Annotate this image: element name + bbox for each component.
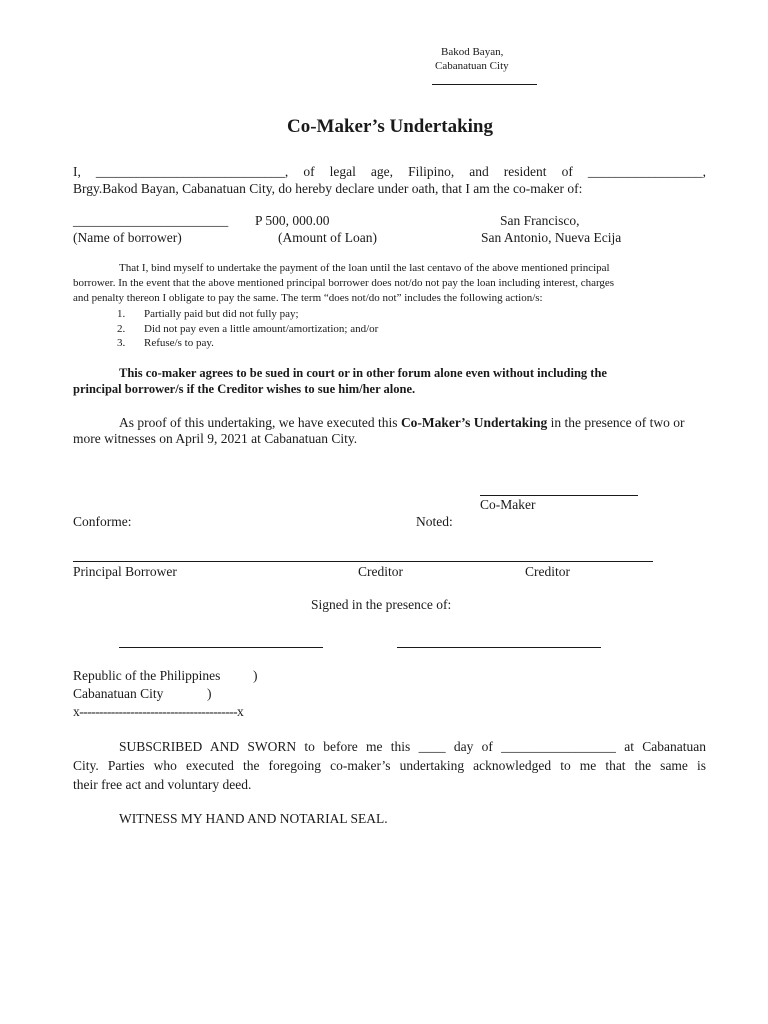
- witness-hand-seal: WITNESS MY HAND AND NOTARIAL SEAL.: [119, 811, 388, 826]
- jurat-line-1: SUBSCRIBED AND SWORN to before me this ____ day of _________________ at Cabanatuan: [119, 739, 706, 754]
- principal-borrower-label: Principal Borrower: [73, 564, 177, 579]
- proof-text-bold: Co-Maker’s Undertaking: [400, 415, 548, 430]
- witness-signature-line-1: [119, 647, 323, 648]
- jurat-line-3: their free act and voluntary deed.: [73, 777, 252, 792]
- witness-signature-line-2: [397, 647, 601, 648]
- list-item-text: Did not pay even a little amount/amortization; and/or: [144, 322, 379, 335]
- intro-line-1: I, ____________________________, of legal age, Filipino, and resident of _________________,: [73, 164, 706, 179]
- list-item: [117, 307, 378, 322]
- signed-presence-label: Signed in the presence of:: [311, 597, 452, 612]
- proof-line-1: [119, 415, 685, 431]
- sued-clause-line-1: This co-maker agrees to be sued in court or in other forum alone even without including the: [119, 366, 607, 380]
- obligation-line-3: and penalty thereon I obligate to pay the same. The term “does not/do not” includes the following action/s:: [73, 292, 543, 304]
- comaker-signature-line: [480, 495, 638, 496]
- proof-text-post: in the presence of two or: [547, 415, 685, 430]
- address-line-2: Cabanatuan City: [435, 60, 509, 72]
- intro-line-2: Brgy.Bakod Bayan, Cabanatuan City, do hereby declare under oath, that I am the co-maker of:: [73, 181, 583, 196]
- venue-city: Cabanatuan City: [73, 686, 164, 701]
- borrower-address-line-1: San Francisco,: [500, 213, 580, 228]
- list-item: [117, 336, 378, 351]
- list-item-text: Refuse/s to pay.: [144, 337, 214, 349]
- header-underline: [432, 84, 537, 85]
- venue-republic: Republic of the Philippines: [73, 668, 221, 683]
- sued-clause-line-2: principal borrower/s if the Creditor wishes to sue him/her alone.: [73, 382, 416, 396]
- jurat-line-2: City. Parties who executed the foregoing co-maker’s undertaking acknowledged to me that the same is: [73, 758, 706, 773]
- borrower-address-line-2: San Antonio, Nueva Ecija: [481, 230, 622, 245]
- borrower-creditor-signature-line: [73, 561, 653, 562]
- list-item-number: 2.: [117, 322, 126, 335]
- proof-text-pre: As proof of this undertaking, we have executed this: [119, 415, 401, 430]
- proof-line-2: more witnesses on April 9, 2021 at Cabanatuan City.: [73, 431, 358, 446]
- list-item-number: 3.: [117, 337, 126, 349]
- venue-separator: x----------------------------------------x: [73, 704, 244, 719]
- obligation-list: [117, 307, 378, 351]
- list-item-number: 1.: [117, 308, 126, 320]
- page-title: Co-Maker’s Undertaking: [287, 116, 493, 137]
- list-item-text: Partially paid but did not fully pay;: [144, 308, 299, 320]
- comaker-label: Co-Maker: [480, 497, 536, 512]
- amount-caption: (Amount of Loan): [278, 230, 377, 245]
- noted-label: Noted:: [416, 514, 453, 529]
- borrower-caption: (Name of borrower): [73, 230, 182, 245]
- borrower-name-blank: _______________________: [73, 213, 229, 228]
- venue-republic-paren: ): [253, 668, 258, 683]
- creditor-label-2: Creditor: [525, 564, 570, 579]
- obligation-line-2: borrower. In the event that the above mentioned principal borrower does not/do not pay the loan including interest, charges: [73, 277, 615, 289]
- address-line-1: Bakod Bayan,: [441, 46, 504, 58]
- list-item: [117, 322, 378, 337]
- loan-amount: P 500, 000.00: [255, 213, 330, 228]
- creditor-label-1: Creditor: [358, 564, 403, 579]
- obligation-line-1: That I, bind myself to undertake the payment of the loan until the last centavo of the above mentioned principal: [119, 262, 610, 274]
- conforme-label: Conforme:: [73, 514, 132, 529]
- venue-city-paren: ): [207, 686, 212, 701]
